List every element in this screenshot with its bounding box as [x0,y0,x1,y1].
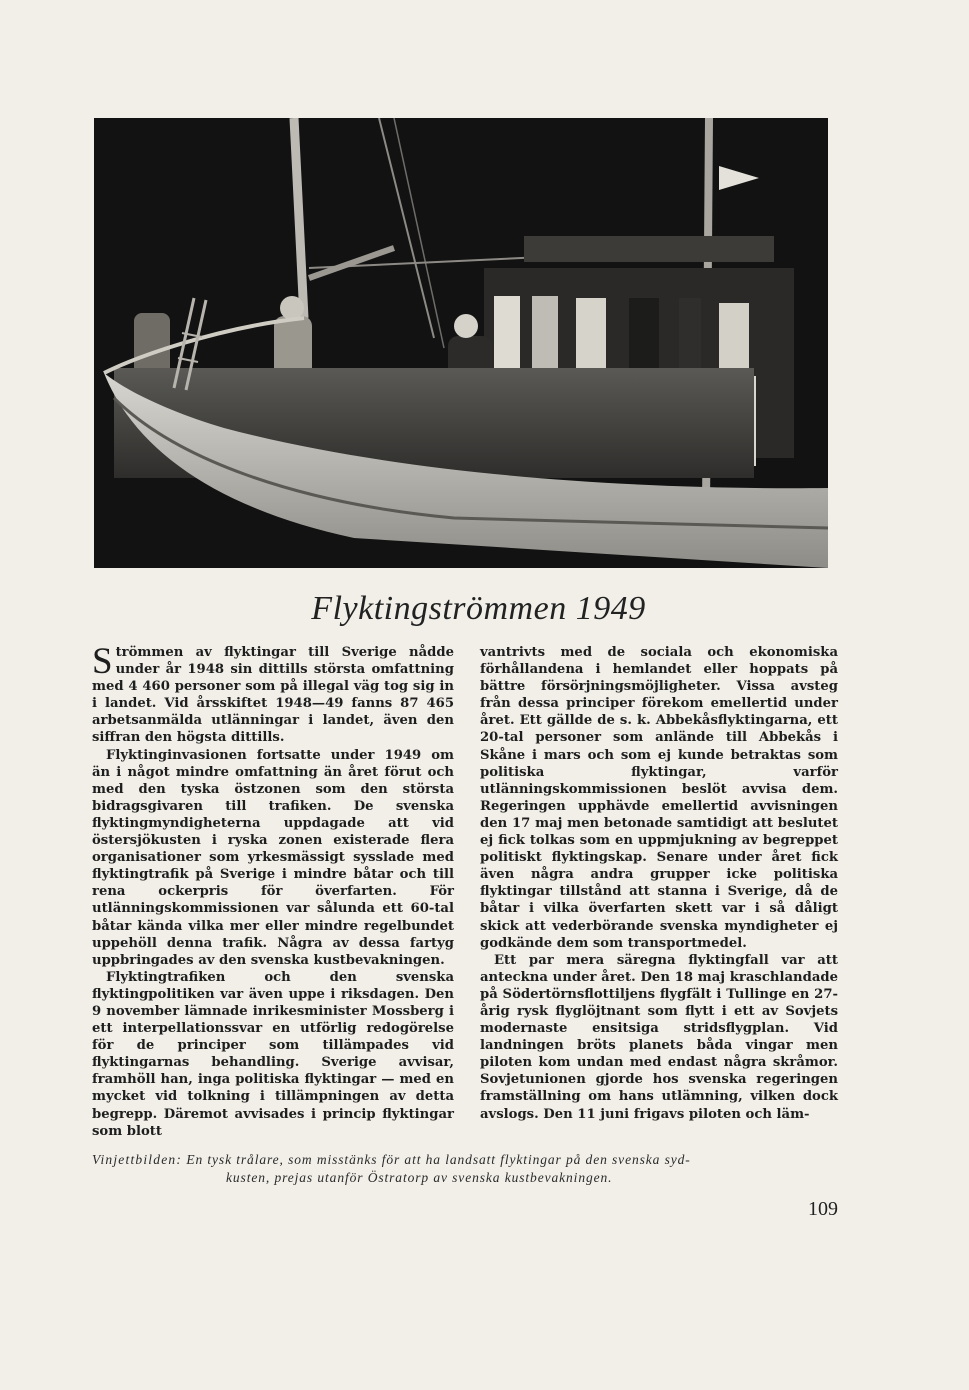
paragraph-intro [92,641,454,747]
paragraph-intro-text: trömmen av flyktingar till Sverige nådde under år 1948 sin dittills största omfattning med 4 460 personer som på illegal väg tog sig in i landet. Vid årsskiftet 1948—49 fanns 87 465 arbetsanmälda utlänningar i landet, även den siffran den högsta dittills. [92,645,454,746]
paragraph-flyktingfall: Ett par mera säregna flyktingfall var att anteckna under året. Den 18 maj kraschlandade på Södertörnsflottiljens flygfält i Tullinge en 27-årig rysk flyglöjtnant som flytt i ett av Sovjets modernaste ensitsiga stridsflygplan. Vid landningen bröts planets båda vingar men piloten kom undan med endast några skråmor. Sovjetunionen gjorde hos svenska regeringen framställning om hans utlämning, vilken dock avslogs. Den 11 juni frigavs piloten och läm- [480,952,838,1122]
article-title: Flyktingströmmen 1949 [311,590,646,627]
article-left-column [92,641,454,1140]
vignette-photo-fishing-trawler [94,118,828,568]
caption-line-1: En tysk trålare, som misstänks för att ha landsatt flyktingar på den svenska syd- [186,1152,691,1167]
drop-cap: S [92,641,113,682]
paragraph-continuation: vantrivts med de sociala och ekonomiska förhållandena i hemlandet eller hoppats på bättre försörjningsmöjligheter. Vissa avsteg från dessa principer förekom emellertid under året. Ett gällde de s. k. Abbekåsflyktingarna, ett 20-tal personer som anlände till Abbekås i Skåne i mars och som ej kunde betraktas som politiska flyktingar, varför utlänningskommissionen beslöt avvisa dem. Regeringen upphävde emellertid avvisningen den 17 maj men betonade samtidigt att beslutet ej fick tolkas som en uppmjukning av begreppet politiskt flyktingskap. Senare under året fick även några andra grupper icke politiska flyktingar tillstånd att stanna i Sverige, då de båtar i vilka överfarten skett var i så dåligt skick att vederbörande svenska myndigheter ej godkände dem som transportmedel. [480,645,838,951]
caption-lead: Vinjettbilden: [92,1152,183,1167]
trawler-illustration [94,118,828,568]
photo-caption [92,1151,838,1187]
article-right-column [480,644,838,1123]
page-number: 109 [808,1198,838,1220]
paragraph-flyktinginvasionen: Flyktinginvasionen fortsatte under 1949 om än i något mindre omfattning än året förut och med den tyska östzonen som den största bidragsgivaren till trafiken. De svenska flyktingmyndigheterna uppdagade att vid östersjökusten i ryska zonen existerade flera organisationer som yrkesmässigt sysslade med flyktingtrafik på Sverige i mindre båtar och till rena ockerpris för överfarten. För utlänningskommissionen var sålunda ett 60-tal båtar kända vilka mer eller mindre regelbundet uppehöll denna trafik. Några av dessa fartyg uppbringades av den svenska kustbevakningen. [92,747,454,968]
paragraph-flyktingtrafiken: Flyktingtrafiken och den svenska flyktingpolitiken var även uppe i riksdagen. Den 9 november lämnade inrikesminister Mossberg i ett interpellationssvar en utförlig redogörelse för de principer som tillämpades vid flyktingarnas behandling. Sverige avvisar, framhöll han, inga politiska flyktingar — med en mycket vid tolkning i tillämpningen av detta begrepp. Däremot avvisades i princip flyktingar som blott [92,969,454,1139]
caption-line-2: kusten, prejas utanför Östratorp av svenska kustbevakningen. [226,1170,613,1185]
